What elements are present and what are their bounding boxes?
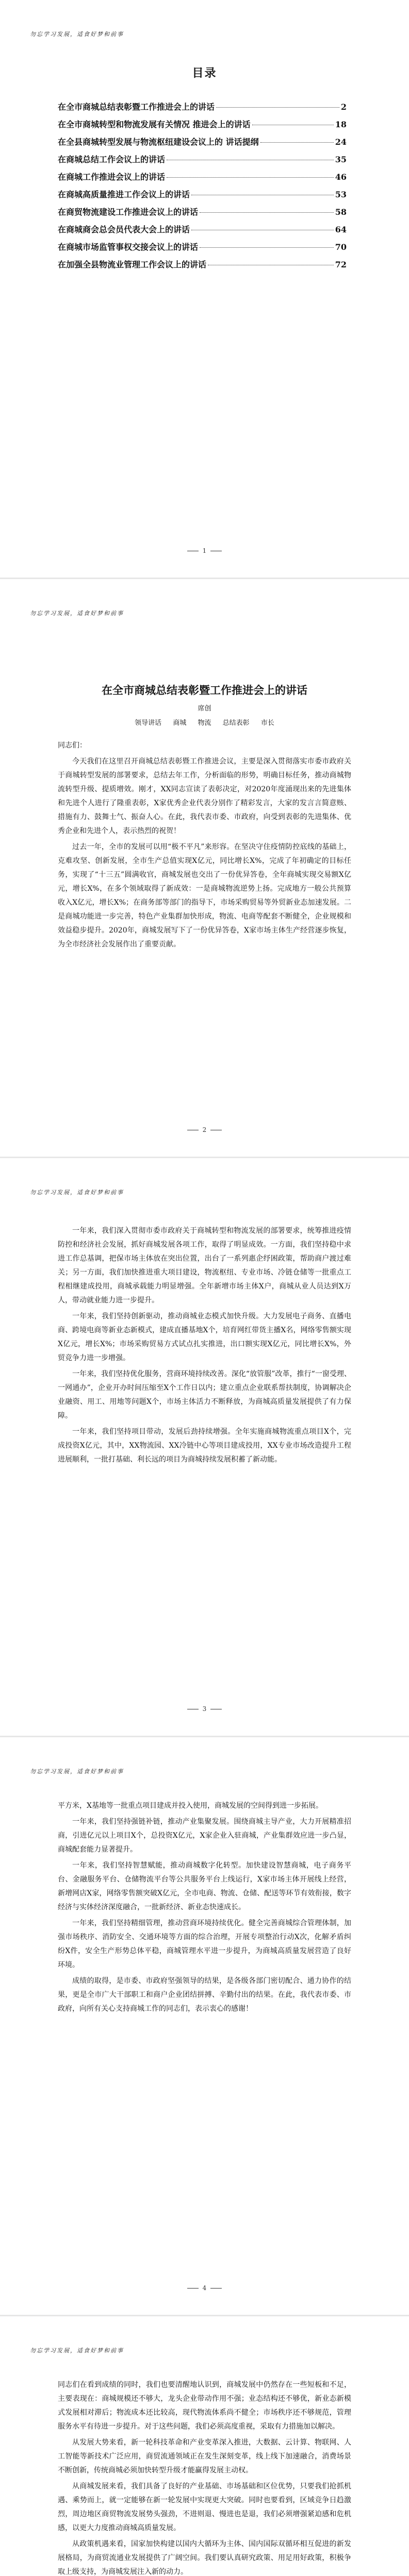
toc-entry-title: 在商城总结工作会议上的讲话 — [58, 155, 166, 164]
paragraph: 从政策机遇来看，国家加快构建以国内大循环为主体、国内国际双循环相互促进的新发展格局，为商贸流通业发展提供了广阔空间。我们要认真研究政策、用足用好政策，积极争取上级支持，为商城发展注入新的动力。 — [58, 2540, 351, 2576]
article-title: 在全市商城总结表彰暨工作推进会上的讲话 — [102, 684, 307, 697]
keyword: 市长 — [260, 719, 274, 727]
toc-entry-page: 64 — [335, 225, 347, 234]
toc-entry-title: 在加强全县物流业管理工作会议上的讲话 — [58, 260, 207, 269]
toc-entry-page: 72 — [335, 260, 347, 269]
page-number: 1 — [202, 547, 207, 554]
article-body — [58, 2378, 351, 2576]
page-1 — [0, 0, 409, 578]
paragraph: 一年来，我们坚持强链补链，推动产业集聚发展。围绕商城主导产业，大力开展精准招商，引进亿元以上项目X个，总投资X亿元，X家企业入驻商城，产业集群效应进一步凸显，商城配套能力显著提升。 — [58, 1818, 351, 1854]
page-header: 勿忘学习发展，适食好梦和前事 — [30, 610, 124, 617]
toc-entry[interactable] — [58, 241, 347, 258]
paragraph: 一年来，我们坚持智慧赋能，推动商城数字化转型。加快建设智慧商城，电子商务平台、金融服务平台、仓储物流平台等公共服务平台上线运行，X家市场主体开展线上经营，新增网店X家，网络零售额突破X亿元，全市电商、物流、仓储、配送等环节有效衔接，数字经济与实体经济深度融合，一批新经济、新业态快速成长。 — [58, 1861, 351, 1911]
toc-entry-page: 35 — [335, 155, 347, 164]
toc-entry-page: 46 — [335, 172, 347, 182]
article-body — [58, 739, 351, 954]
page-header: 勿忘学习发展，适食好梦和前事 — [30, 1189, 124, 1196]
page-number: 3 — [202, 1705, 207, 1713]
paragraph: 今天我们在这里召开商城总结表彰暨工作推进会议，主要是深入贯彻落实市委市政府关于商城转型发展的部署要求，总结去年工作，分析面临的形势，明确目标任务，推动商城物流转型升级、提质增效。刚才，XX同志宣读了表彰决定，对2020年度涌现出来的先进集体和先进个人进行了隆重表彰，X家优秀企业代表分别作了精彩发言，大家的发言言简意赅、措施有力、鼓舞士气、振奋人心。在此，我代表市委、市政府，向受到表彰的先进集体、优秀企业和先进个人，表示热烈的祝贺！ — [58, 757, 351, 835]
toc-entry-title: 在商城工作推进会议上的讲话 — [58, 172, 166, 182]
toc-entry-page: 18 — [335, 120, 347, 129]
toc-entry[interactable] — [58, 135, 347, 153]
page-footer — [0, 547, 409, 554]
paragraph: 一年来，我们深入贯彻市委市政府关于商城转型和物流发展的部署要求，统筹推进疫情防控和经济社会发展，抓好商城发展各项工作，取得了明显成效。一方面，我们坚持稳中求进工作总基调，把保市场主体放在突出位置，出台了一系列惠企纾困政策，帮助商户渡过难关；另一方面，我们加快推进重大项目建设，物流枢纽、专业市场、冷链仓储等一批重点工程相继建成投用，商城承载能力明显增强。全年新增市场主体X户，商城从业人员达到X万人，带动就业能力进一步提升。 — [58, 1227, 351, 1304]
salutation: 同志们： — [58, 741, 87, 750]
page-header: 勿忘学习发展，适食好梦和前事 — [30, 2347, 124, 2354]
paragraph: 过去一年，全市的发展可以用“极不平凡”来形容。在坚决守住疫情防控底线的基础上，克难攻坚、创新发展，全市生产总值实现X亿元，同比增长X%，完成了年初确定的目标任务，实现了“十三五”圆满收官，商城发展也交出了一份优异答卷，全年商城实现交易额X亿元，增长X%，在多个领域取得了新成效：一是商城物流逆势上扬。完成地方一般公共预算收入X亿元，增长X%；在商务部等部门的指导下，市场采购贸易等外贸新业态加速发展。二是商城功能进一步完善，特色产业集群加快形成，物流、电商等配套不断健全，企业规模和效益稳步提升。2020年，商城发展写下了一份优异答卷，X家市场主体生产经营逐步恢复，为全市经济社会发展作出了重要贡献。 — [58, 843, 351, 948]
toc-entry[interactable] — [58, 171, 347, 188]
paragraph: 平方米，X基地等一批重点项目建成并投入使用，商城发展的空间得到进一步拓展。 — [58, 1802, 323, 1810]
keyword: 商城 — [173, 719, 187, 727]
toc-leader-dots — [260, 142, 334, 143]
page-footer — [0, 2284, 409, 2292]
toc-entry-title: 在商贸物流建设工作推进会议上的讲话 — [58, 207, 199, 217]
article-body — [58, 1224, 351, 1469]
toc-title: 目录 — [192, 66, 217, 80]
toc-leader-dots — [216, 107, 339, 108]
keyword: 总结表彰 — [222, 719, 250, 727]
toc-entry-page: 53 — [335, 190, 347, 199]
page-5 — [0, 2316, 409, 2576]
paragraph: 同志们在看到成绩的同时，我们也要清醒地认识到，商城发展中仍然存在一些短板和不足，主要表现在：商城规模还不够大，龙头企业带动作用不强；业态结构还不够优，新业态新模式发展相对滞后；物流成本还比较高，现代物流体系尚不健全；市场秩序还不够规范，管理服务水平有待进一步提升。对于这些问题，我们必须高度重视，采取有力措施加以解决。 — [58, 2381, 351, 2431]
page-footer — [0, 1705, 409, 1713]
keyword: 领导讲话 — [135, 719, 162, 727]
page-2 — [0, 579, 409, 1157]
toc-entry-title: 在全市商城总结表彰暨工作推进会上的讲话 — [58, 102, 215, 112]
paragraph: 一年来，我们坚持创新驱动，推动商城业态模式加快升级。大力发展电子商务、直播电商、跨境电商等新业态新模式，建成直播基地X个，培育网红带货主播X名，网络零售额实现X亿元，增长X%；市场采购贸易方式试点扎实推进，出口额实现X亿元，同比增长X%，外贸竞争力进一步增强。 — [58, 1312, 351, 1362]
page-header: 勿忘学习发展，适食好梦和前事 — [30, 31, 124, 38]
paragraph: 从商城发展来看，我们具备了良好的产业基础、市场基础和区位优势，只要我们抢抓机遇、乘势而上，就一定能够在新一轮发展中实现更大突破。同时也要看到，区域竞争日趋激烈，周边地区商贸物流发展势头强劲，不进则退、慢进也是退，我们必须增强紧迫感和危机感，以更大力度推动商城高质量发展。 — [58, 2482, 351, 2532]
toc-entry[interactable] — [58, 223, 347, 241]
toc-entry[interactable] — [58, 206, 347, 223]
toc-entry-page: 58 — [335, 207, 347, 217]
paragraph: 一年来，我们坚持优化服务，营商环境持续改善。深化“放管服”改革，推行“一窗受理、一网通办”，企业开办时间压缩至X个工作日以内；建立重点企业联系帮扶制度，协调解决企业融资、用工、用地等问题X个，市场主体活力不断释放，为商城高质量发展提供了有力保障。 — [58, 1370, 351, 1420]
page-footer — [0, 1126, 409, 1133]
toc-list — [58, 100, 347, 276]
paragraph: 一年来，我们坚持精细管理，推动营商环境持续优化。健全完善商城综合管理体制，加强市场秩序、消防安全、交通环境等方面的综合治理，开展专项整治行动X次，化解矛盾纠纷X件，安全生产形势总体平稳，商城管理水平进一步提升，为商城高质量发展营造了良好环境。 — [58, 1919, 351, 1969]
toc-leader-dots — [200, 247, 334, 248]
paragraph: 从发展大势来看，新一轮科技革命和产业变革深入推进，大数据、云计算、物联网、人工智能等新技术广泛应用，商贸流通领域正在发生深刻变革，线上线下加速融合，消费场景不断创新，传统商城必须加快转型升级才能赢得发展主动权。 — [58, 2438, 351, 2475]
article-author: 席创 — [198, 705, 211, 713]
page-4 — [0, 1737, 409, 2315]
paragraph: 一年来，我们坚持项目带动，发展后劲持续增强。全年实施商城物流重点项目X个，完成投资X亿元，其中，XX物流园、XX冷链中心等项目建成投用，XX专业市场改造提升工程进展顺利，一批打基础、利长远的项目为商城持续发展积蓄了新动能。 — [58, 1428, 351, 1464]
toc-leader-dots — [200, 212, 334, 213]
toc-entry[interactable] — [58, 118, 347, 135]
page-header: 勿忘学习发展，适食好梦和前事 — [30, 1768, 124, 1775]
toc-entry-title: 在全市商城转型和物流发展有关情况 推进会上的讲话 — [58, 120, 251, 129]
toc-entry-title: 在全县商城转型发展与物流枢纽建设会议上的 讲话提纲 — [58, 137, 259, 147]
toc-entry-title: 在商城高质量推进工作会议上的讲话 — [58, 190, 190, 199]
article-keywords — [0, 717, 409, 727]
page-number: 4 — [202, 2284, 207, 2292]
toc-leader-dots — [167, 177, 334, 178]
toc-entry-title: 在商城商会总会员代表大会上的讲话 — [58, 225, 190, 234]
page-3 — [0, 1158, 409, 1736]
paragraph: 成绩的取得，是市委、市政府坚强领导的结果，是各级各部门密切配合、通力协作的结果，更是全市广大干部职工和商户企业团结拼搏、辛勤付出的结果。在此，我代表市委、市政府，向所有关心支持商城工作的同志们，表示衷心的感谢！ — [58, 1977, 351, 2013]
toc-entry[interactable] — [58, 100, 347, 118]
article-body — [58, 1799, 351, 2018]
page-number: 2 — [202, 1126, 207, 1133]
toc-entry-title: 在商城市场监管事权交接会议上的讲话 — [58, 242, 199, 252]
toc-entry-page: 2 — [340, 102, 347, 112]
toc-entry[interactable] — [58, 188, 347, 206]
toc-entry-page: 70 — [335, 242, 347, 252]
toc-entry[interactable] — [58, 258, 347, 276]
keyword: 物流 — [198, 719, 211, 727]
toc-entry[interactable] — [58, 153, 347, 171]
toc-entry-page: 24 — [335, 137, 347, 147]
